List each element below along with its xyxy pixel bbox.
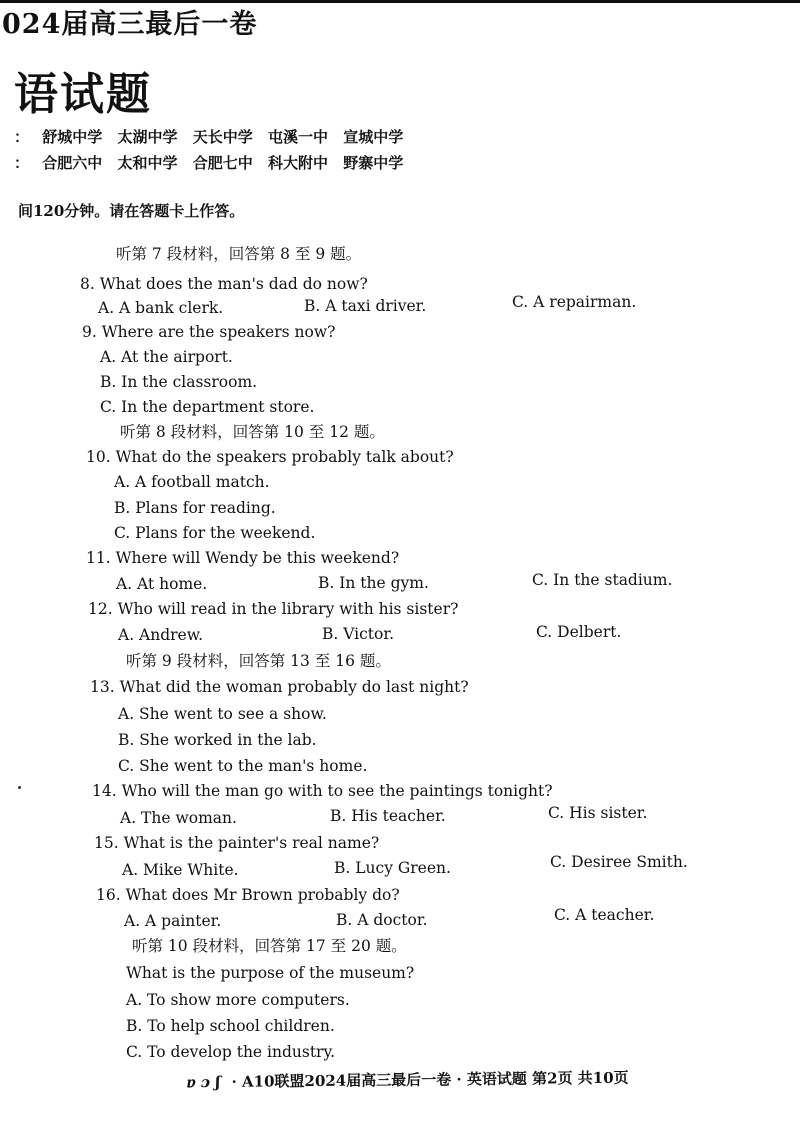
section-heading: 听第 9 段材料，回答第 13 至 16 题。 xyxy=(126,652,391,670)
school-name: 舒城中学 xyxy=(42,128,103,146)
option-c: C. Desiree Smith. xyxy=(550,853,688,871)
school-name: 科大附中 xyxy=(268,154,329,172)
question-stem: What is the purpose of the museum? xyxy=(126,964,415,982)
option-b: B. Victor. xyxy=(322,625,394,643)
section-heading: 听第 8 段材料，回答第 10 至 12 题。 xyxy=(120,423,385,441)
option-a: A. A football match. xyxy=(114,473,270,491)
option-b: B. In the gym. xyxy=(318,574,429,592)
option-b: B. She worked in the lab. xyxy=(118,731,317,749)
option-c: C. She went to the man's home. xyxy=(118,757,368,775)
option-c: C. Plans for the weekend. xyxy=(114,524,316,542)
school-name: 合肥七中 xyxy=(192,154,253,172)
exam-title: 024届高三最后一卷 xyxy=(2,9,258,40)
option-a: A. At home. xyxy=(116,575,208,593)
school-name: 太和中学 xyxy=(117,154,178,172)
question-stem: 13. What did the woman probably do last night? xyxy=(90,678,469,696)
option-a: A. The woman. xyxy=(120,809,237,827)
option-a: A. Andrew. xyxy=(118,626,204,644)
school-list-row-1 xyxy=(14,126,413,147)
school-name: 宣城中学 xyxy=(343,128,404,146)
option-c: C. A repairman. xyxy=(512,293,637,311)
option-c: C. His sister. xyxy=(548,804,648,822)
option-c: C. In the stadium. xyxy=(532,571,673,589)
school-name: 野寨中学 xyxy=(343,154,404,172)
option-a: A. At the airport. xyxy=(100,348,233,366)
question-stem: 14. Who will the man go with to see the paintings tonight? xyxy=(92,782,553,800)
section-heading: 听第 10 段材料，回答第 17 至 20 题。 xyxy=(132,937,407,955)
scan-speck xyxy=(18,786,21,789)
option-b: B. Lucy Green. xyxy=(334,859,451,877)
option-a: A. She went to see a show. xyxy=(118,705,327,723)
option-b: B. To help school children. xyxy=(126,1017,335,1035)
question-stem: 11. Where will Wendy be this weekend? xyxy=(86,549,400,567)
option-c: C. To develop the industry. xyxy=(126,1043,336,1061)
option-a: A. Mike White. xyxy=(122,861,239,879)
page-footer xyxy=(186,1067,629,1093)
option-b: B. His teacher. xyxy=(330,807,446,825)
option-c: C. A teacher. xyxy=(554,906,655,924)
question-stem: 10. What do the speakers probably talk about? xyxy=(86,448,454,466)
question-stem: 8. What does the man's dad do now? xyxy=(80,275,368,293)
option-a: A. A bank clerk. xyxy=(98,299,224,317)
school-row-mark: ： xyxy=(14,128,30,146)
option-c: C. In the department store. xyxy=(100,398,315,416)
subject-title: 语试题 xyxy=(14,69,152,120)
school-row-mark: ： xyxy=(14,154,30,172)
school-name: 太湖中学 xyxy=(117,128,178,146)
alliance-logo: ɐ ɔ ʃ xyxy=(185,1072,221,1092)
option-a: A. A painter. xyxy=(124,912,222,930)
option-a: A. To show more computers. xyxy=(126,991,350,1009)
school-name: 合肥六中 xyxy=(42,154,103,172)
question-stem: 15. What is the painter's real name? xyxy=(94,834,380,852)
school-name: 屯溪一中 xyxy=(268,128,329,146)
option-b: B. Plans for reading. xyxy=(114,499,276,517)
school-name: 天长中学 xyxy=(192,128,253,146)
question-stem: 9. Where are the speakers now? xyxy=(82,323,336,341)
footer-text: · A10联盟2024届高三最后一卷 · 英语试题 第2页 共10页 xyxy=(231,1068,629,1091)
section-heading: 听第 7 段材料，回答第 8 至 9 题。 xyxy=(116,245,362,263)
option-b: B. In the classroom. xyxy=(100,373,258,391)
exam-instructions: 间120分钟。请在答题卡上作答。 xyxy=(18,202,245,220)
option-b: B. A taxi driver. xyxy=(304,297,427,315)
school-list-row-2 xyxy=(14,152,413,173)
option-b: B. A doctor. xyxy=(336,911,428,929)
option-c: C. Delbert. xyxy=(536,623,622,641)
question-stem: 12. Who will read in the library with his sister? xyxy=(88,600,459,618)
question-stem: 16. What does Mr Brown probably do? xyxy=(96,886,400,904)
